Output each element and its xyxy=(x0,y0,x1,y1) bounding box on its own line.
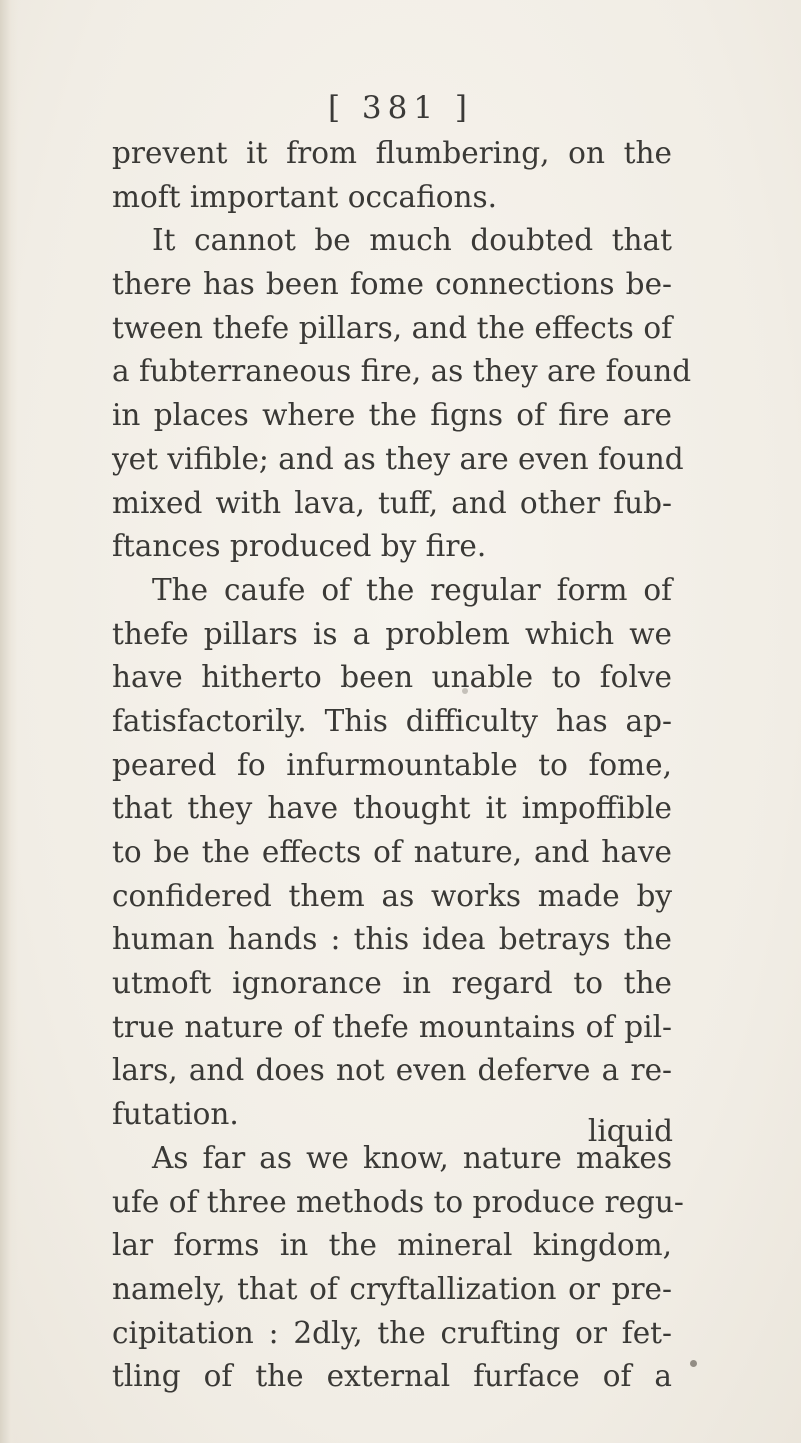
body-text xyxy=(112,132,692,1399)
text-line-1: prevent it from flumbering, on the xyxy=(112,136,672,170)
text-line-9: mixed with lava, tuff, and other fub- xyxy=(112,485,672,520)
catchword: liquid xyxy=(587,1114,673,1148)
text-line-28: cipitation : 2dly, the crufting or fet- xyxy=(112,1315,672,1350)
text-line-6: a fubterraneous fire, as they are found xyxy=(112,354,692,389)
text-line-14: fatisfactorily. This difficulty has ap- xyxy=(112,703,672,738)
text-line-21: true nature of thefe mountains of pil- xyxy=(112,1009,672,1044)
text-line-12: thefe pillars is a problem which we xyxy=(112,616,672,651)
page-number-header: [ 381 ] xyxy=(327,90,474,126)
text-line-22: lars, and does not even deferve a re- xyxy=(112,1053,672,1088)
text-line-17: to be the effects of nature, and have xyxy=(112,835,672,869)
text-line-3: It cannot be much doubted that xyxy=(152,223,672,258)
text-line-5: tween thefe pillars, and the effects of xyxy=(112,310,672,345)
text-line-11: The caufe of the regular form of xyxy=(152,572,672,607)
paper-speck xyxy=(462,688,468,694)
text-line-2: moft important occafions. xyxy=(112,179,498,214)
text-line-13: have hitherto been unable to folve xyxy=(112,660,672,695)
page-gutter-shadow xyxy=(0,0,18,1443)
text-line-23: futation. xyxy=(112,1097,239,1132)
text-line-19: human hands : this idea betrays the xyxy=(112,922,672,957)
paper-speck xyxy=(690,1360,697,1367)
text-line-16: that they have thought it impoffible xyxy=(112,791,672,826)
text-line-27: namely, that of cryftallization or pre- xyxy=(112,1271,672,1306)
text-line-10: ftances produced by fire. xyxy=(112,529,487,564)
text-line-15: peared fo infurmountable to fome, xyxy=(112,747,672,782)
text-line-4: there has been fome connections be- xyxy=(112,267,672,302)
text-line-24: As far as we know, nature makes xyxy=(152,1140,672,1175)
text-line-8: yet vifible; and as they are even found xyxy=(112,441,684,476)
text-line-29: tling of the external furface of a xyxy=(112,1359,672,1394)
text-line-25: ufe of three methods to produce regu- xyxy=(112,1184,684,1219)
text-line-18: confidered them as works made by xyxy=(112,878,672,913)
text-line-20: utmoft ignorance in regard to the xyxy=(112,966,672,1001)
text-line-26: lar forms in the mineral kingdom, xyxy=(112,1228,672,1263)
text-line-7: in places where the figns of fire are xyxy=(112,398,672,433)
